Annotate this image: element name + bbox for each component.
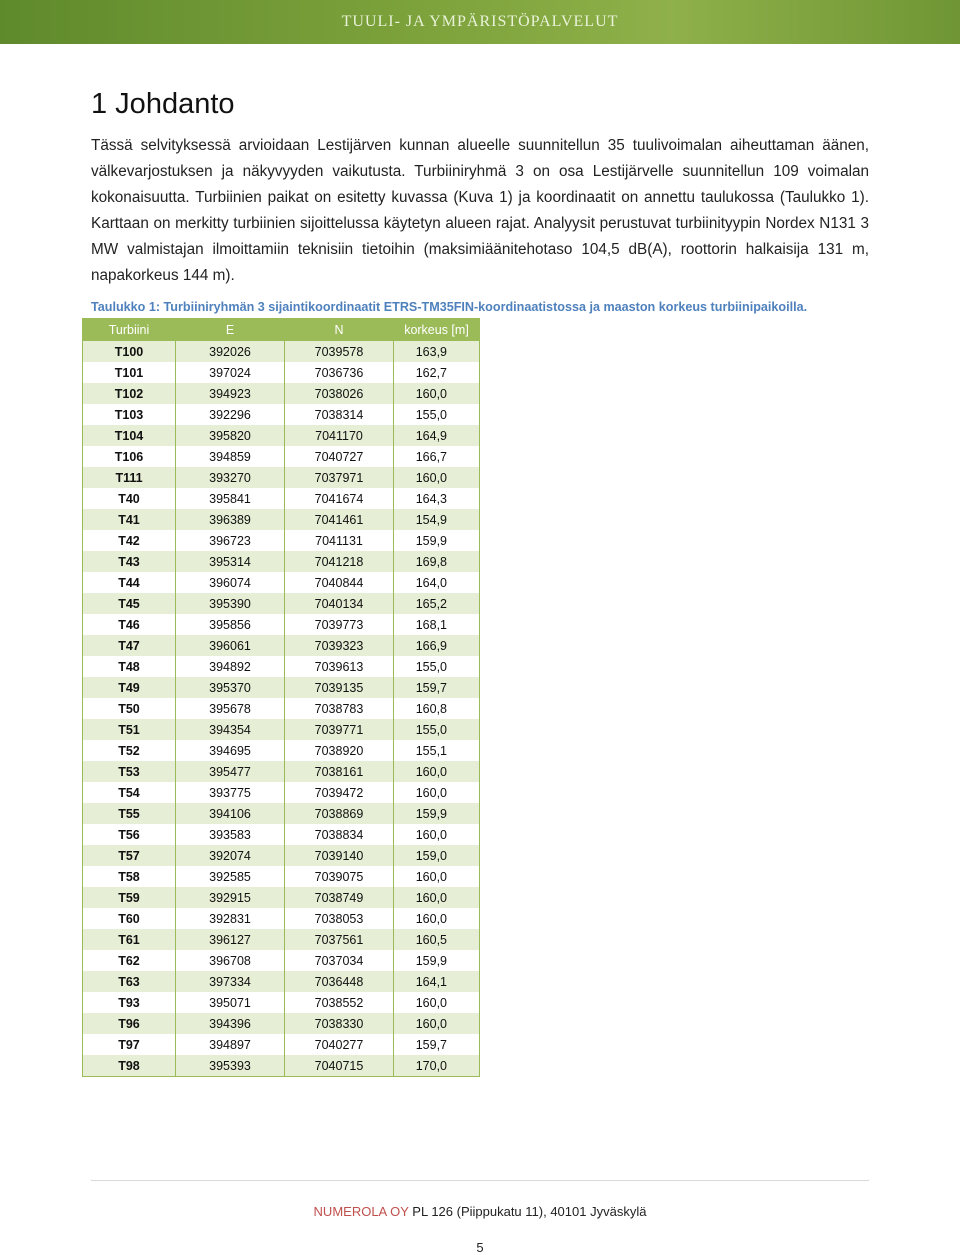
table-row (83, 992, 480, 1013)
cell-e: 392026 (176, 341, 285, 363)
table-row (83, 866, 480, 887)
header-title: TUULI- JA YMPÄRISTÖPALVELUT (341, 13, 619, 30)
section-title: 1 Johdanto (91, 88, 235, 120)
cell-e: 395678 (176, 698, 285, 719)
cell-elevation: 160,0 (394, 383, 480, 404)
cell-elevation: 160,0 (394, 467, 480, 488)
cell-n: 7040715 (285, 1055, 394, 1077)
cell-elevation: 160,0 (394, 1013, 480, 1034)
table-row (83, 362, 480, 383)
cell-n: 7038783 (285, 698, 394, 719)
cell-n: 7040844 (285, 572, 394, 593)
cell-n: 7039578 (285, 341, 394, 363)
cell-n: 7037971 (285, 467, 394, 488)
cell-turbine: T40 (83, 488, 176, 509)
cell-turbine: T100 (83, 341, 176, 363)
cell-turbine: T44 (83, 572, 176, 593)
cell-turbine: T97 (83, 1034, 176, 1055)
cell-turbine: T51 (83, 719, 176, 740)
cell-n: 7036736 (285, 362, 394, 383)
cell-turbine: T50 (83, 698, 176, 719)
cell-n: 7038026 (285, 383, 394, 404)
table-row (83, 467, 480, 488)
cell-elevation: 164,3 (394, 488, 480, 509)
cell-e: 392915 (176, 887, 285, 908)
cell-elevation: 155,0 (394, 656, 480, 677)
cell-turbine: T58 (83, 866, 176, 887)
cell-elevation: 160,0 (394, 761, 480, 782)
cell-e: 396708 (176, 950, 285, 971)
cell-turbine: T104 (83, 425, 176, 446)
cell-elevation: 159,9 (394, 803, 480, 824)
cell-elevation: 166,7 (394, 446, 480, 467)
table-row (83, 1055, 480, 1077)
cell-elevation: 154,9 (394, 509, 480, 530)
cell-elevation: 160,0 (394, 992, 480, 1013)
cell-e: 394923 (176, 383, 285, 404)
cell-n: 7041674 (285, 488, 394, 509)
cell-e: 394106 (176, 803, 285, 824)
cell-turbine: T98 (83, 1055, 176, 1077)
column-header-n: N (285, 319, 394, 341)
cell-turbine: T106 (83, 446, 176, 467)
cell-n: 7039771 (285, 719, 394, 740)
cell-n: 7038330 (285, 1013, 394, 1034)
table-row (83, 551, 480, 572)
table-row (83, 824, 480, 845)
cell-turbine: T101 (83, 362, 176, 383)
cell-n: 7038314 (285, 404, 394, 425)
cell-elevation: 168,1 (394, 614, 480, 635)
cell-n: 7038869 (285, 803, 394, 824)
table-row (83, 908, 480, 929)
cell-e: 396061 (176, 635, 285, 656)
cell-elevation: 162,7 (394, 362, 480, 383)
table-row (83, 950, 480, 971)
cell-elevation: 160,5 (394, 929, 480, 950)
cell-e: 397024 (176, 362, 285, 383)
cell-elevation: 164,1 (394, 971, 480, 992)
cell-e: 393270 (176, 467, 285, 488)
table-row (83, 761, 480, 782)
table-row (83, 656, 480, 677)
table-row (83, 803, 480, 824)
cell-elevation: 160,0 (394, 782, 480, 803)
cell-n: 7037034 (285, 950, 394, 971)
footer-address: PL 126 (Piippukatu 11), 40101 Jyväskylä (412, 1204, 647, 1219)
cell-n: 7040134 (285, 593, 394, 614)
cell-turbine: T59 (83, 887, 176, 908)
cell-e: 396127 (176, 929, 285, 950)
cell-elevation: 164,9 (394, 425, 480, 446)
cell-n: 7039613 (285, 656, 394, 677)
cell-turbine: T57 (83, 845, 176, 866)
cell-n: 7041218 (285, 551, 394, 572)
footer-divider (91, 1180, 869, 1181)
cell-turbine: T53 (83, 761, 176, 782)
cell-e: 395856 (176, 614, 285, 635)
cell-elevation: 165,2 (394, 593, 480, 614)
table-row (83, 1034, 480, 1055)
cell-elevation: 155,1 (394, 740, 480, 761)
table-row (83, 593, 480, 614)
table-row (83, 929, 480, 950)
cell-e: 395071 (176, 992, 285, 1013)
cell-e: 392831 (176, 908, 285, 929)
intro-paragraph: Tässä selvityksessä arvioidaan Lestijärven kunnan alueelle suunnitellun 35 tuulivoimalan aiheuttaman äänen, välkevarjostuksen ja näkyvyyden vaikutusta. Turbiiniryhmä 3 on osa Lestijärvelle suunnitellun 109 voimalan kokonaisuutta. Turbiinien paikat on esitetty kuvassa (Kuva 1) ja koordinaatit on annettu taulukossa (Taulukko 1). Karttaan on merkitty turbiinien sijoittelussa käytetyn alueen rajat. Analyysit perustuvat turbiinityypin Nordex N131 3 MW valmistajan ilmoittamiin teknisiin tietoihin (maksimiäänitehotaso 104,5 dB(A), roottorin halkaisija 131 m, napakorkeus 144 m). (91, 137, 869, 284)
cell-n: 7038552 (285, 992, 394, 1013)
cell-elevation: 160,8 (394, 698, 480, 719)
cell-turbine: T41 (83, 509, 176, 530)
cell-e: 396723 (176, 530, 285, 551)
cell-turbine: T61 (83, 929, 176, 950)
cell-n: 7039323 (285, 635, 394, 656)
cell-turbine: T52 (83, 740, 176, 761)
cell-e: 395370 (176, 677, 285, 698)
cell-elevation: 160,0 (394, 887, 480, 908)
cell-n: 7038161 (285, 761, 394, 782)
cell-elevation: 166,9 (394, 635, 480, 656)
cell-turbine: T60 (83, 908, 176, 929)
table-row (83, 446, 480, 467)
table-row (83, 488, 480, 509)
cell-n: 7041461 (285, 509, 394, 530)
cell-n: 7037561 (285, 929, 394, 950)
cell-n: 7039135 (285, 677, 394, 698)
table-caption: Taulukko 1: Turbiiniryhmän 3 sijaintikoordinaatit ETRS-TM35FIN-koordinaatistossa ja maaston korkeus turbiinipaikoilla. (91, 300, 808, 314)
cell-e: 394354 (176, 719, 285, 740)
cell-turbine: T102 (83, 383, 176, 404)
table-row (83, 845, 480, 866)
cell-elevation: 159,7 (394, 677, 480, 698)
cell-elevation: 160,0 (394, 908, 480, 929)
cell-turbine: T96 (83, 1013, 176, 1034)
footer (0, 1204, 960, 1219)
cell-elevation: 170,0 (394, 1055, 480, 1077)
footer-company: NUMEROLA OY (313, 1204, 409, 1219)
cell-elevation: 163,9 (394, 341, 480, 363)
table-row (83, 971, 480, 992)
cell-n: 7040727 (285, 446, 394, 467)
cell-n: 7039773 (285, 614, 394, 635)
table-row (83, 698, 480, 719)
cell-turbine: T42 (83, 530, 176, 551)
cell-e: 394897 (176, 1034, 285, 1055)
cell-turbine: T63 (83, 971, 176, 992)
cell-turbine: T103 (83, 404, 176, 425)
table-row (83, 425, 480, 446)
turbine-coordinates-table (82, 318, 480, 1077)
cell-e: 395477 (176, 761, 285, 782)
cell-elevation: 159,9 (394, 950, 480, 971)
cell-elevation: 169,8 (394, 551, 480, 572)
table-row (83, 740, 480, 761)
cell-turbine: T54 (83, 782, 176, 803)
cell-e: 394892 (176, 656, 285, 677)
cell-e: 395390 (176, 593, 285, 614)
cell-e: 395393 (176, 1055, 285, 1077)
table-row (83, 614, 480, 635)
cell-turbine: T62 (83, 950, 176, 971)
column-header-turbine: Turbiini (83, 319, 176, 341)
cell-n: 7036448 (285, 971, 394, 992)
cell-e: 393775 (176, 782, 285, 803)
table-row (83, 530, 480, 551)
cell-n: 7038834 (285, 824, 394, 845)
cell-elevation: 155,0 (394, 404, 480, 425)
table-row (83, 1013, 480, 1034)
cell-e: 392585 (176, 866, 285, 887)
cell-turbine: T55 (83, 803, 176, 824)
table-row (83, 404, 480, 425)
cell-turbine: T49 (83, 677, 176, 698)
page-number: 5 (476, 1240, 484, 1255)
cell-n: 7041170 (285, 425, 394, 446)
table-row (83, 509, 480, 530)
cell-e: 394396 (176, 1013, 285, 1034)
cell-n: 7041131 (285, 530, 394, 551)
table-row (83, 719, 480, 740)
cell-turbine: T45 (83, 593, 176, 614)
cell-e: 396389 (176, 509, 285, 530)
cell-n: 7040277 (285, 1034, 394, 1055)
cell-turbine: T46 (83, 614, 176, 635)
table-row (83, 572, 480, 593)
cell-e: 395820 (176, 425, 285, 446)
cell-turbine: T93 (83, 992, 176, 1013)
cell-e: 395841 (176, 488, 285, 509)
cell-elevation: 155,0 (394, 719, 480, 740)
cell-elevation: 159,0 (394, 845, 480, 866)
table-body (83, 341, 480, 1077)
cell-elevation: 159,9 (394, 530, 480, 551)
cell-n: 7039075 (285, 866, 394, 887)
cell-n: 7038053 (285, 908, 394, 929)
cell-turbine: T47 (83, 635, 176, 656)
cell-e: 394695 (176, 740, 285, 761)
column-header-elevation: korkeus [m] (394, 319, 480, 341)
cell-elevation: 159,7 (394, 1034, 480, 1055)
cell-elevation: 164,0 (394, 572, 480, 593)
cell-e: 396074 (176, 572, 285, 593)
cell-turbine: T56 (83, 824, 176, 845)
cell-turbine: T111 (83, 467, 176, 488)
cell-turbine: T48 (83, 656, 176, 677)
table-row (83, 782, 480, 803)
cell-e: 397334 (176, 971, 285, 992)
cell-n: 7038749 (285, 887, 394, 908)
cell-n: 7038920 (285, 740, 394, 761)
cell-turbine: T43 (83, 551, 176, 572)
cell-e: 392074 (176, 845, 285, 866)
cell-e: 395314 (176, 551, 285, 572)
cell-n: 7039472 (285, 782, 394, 803)
table-header-row (83, 319, 480, 341)
cell-e: 393583 (176, 824, 285, 845)
column-header-e: E (176, 319, 285, 341)
cell-e: 394859 (176, 446, 285, 467)
cell-e: 392296 (176, 404, 285, 425)
table-row (83, 635, 480, 656)
table-row (83, 383, 480, 404)
table-row (83, 677, 480, 698)
table-row (83, 887, 480, 908)
cell-elevation: 160,0 (394, 824, 480, 845)
table-row (83, 341, 480, 363)
cell-elevation: 160,0 (394, 866, 480, 887)
cell-n: 7039140 (285, 845, 394, 866)
